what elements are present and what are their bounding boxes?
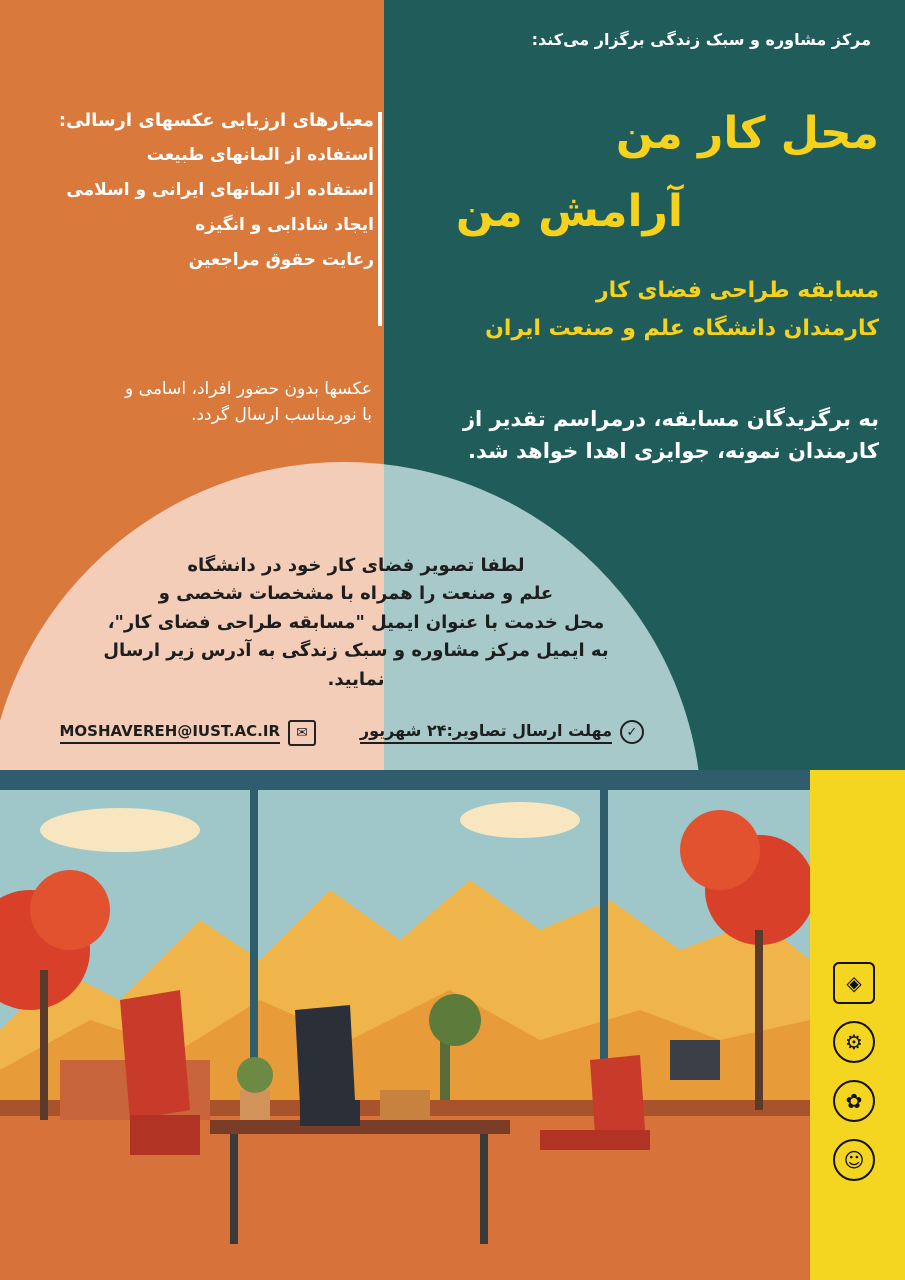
instructions-line: محل خدمت با عنوان ایمیل "مسابقه طراحی فضای کار"، xyxy=(107,611,605,633)
criteria-title: معیارهای ارزیابی عکسهای ارسالی: xyxy=(58,110,374,131)
award-text xyxy=(399,404,879,467)
email-block[interactable] xyxy=(54,720,316,746)
instructions-line: لطفا تصویر فضای کار خود در دانشگاه xyxy=(187,555,525,576)
subtitle-line-2: کارمندان دانشگاه علم و صنعت ایران xyxy=(485,316,879,341)
criteria-divider xyxy=(378,112,382,326)
clock-check-icon: ✓ xyxy=(620,720,644,744)
award-line-2: کارمندان نمونه، جوایزی اهدا خواهد شد. xyxy=(467,438,879,463)
subtitle-line-1: مسابقه طراحی فضای کار xyxy=(596,278,879,303)
criteria-item: استفاده از المانهای طبیعت xyxy=(146,145,374,165)
envelope-icon: ✉ xyxy=(288,720,316,746)
office-illustration xyxy=(0,770,810,1280)
instructions xyxy=(64,552,648,694)
hand-head-icon: ☺ xyxy=(833,1139,875,1181)
instructions-line: به ایمیل مرکز مشاوره و سبک زندگی به آدرس زیر ارسال xyxy=(103,640,609,662)
ministry-emblem-icon: ◈ xyxy=(833,962,875,1004)
criteria-list xyxy=(14,110,374,285)
title-line-1: محل کار من xyxy=(615,108,879,159)
deadline-text: مهلت ارسال تصاویر:۲۴ شهریور xyxy=(360,721,612,744)
email-address[interactable]: MOSHAVEREH@IUST.AC.IR xyxy=(60,722,281,744)
note-line-1: عکسها بدون حضور افراد، اسامی و xyxy=(125,379,372,399)
deadline xyxy=(340,720,644,744)
note-line-2: با نورمناسب ارسال گردد. xyxy=(191,405,372,426)
criteria-item: رعایت حقوق مراجعین xyxy=(188,250,374,270)
photo-note xyxy=(36,376,372,429)
counseling-center-logo xyxy=(821,1080,887,1125)
organizer-line: مرکز مشاوره و سبک زندگی برگزار می‌کند: xyxy=(531,30,871,49)
university-logo xyxy=(821,1021,887,1066)
head-gear-icon: ✿ xyxy=(833,1080,875,1122)
award-line-1: به برگزیدگان مسابقه، درمراسم تقدیر از xyxy=(462,407,879,431)
health-logo xyxy=(821,1139,887,1184)
title-line-2: آرامش من xyxy=(455,186,683,237)
gear-emblem-icon: ⚙ xyxy=(833,1021,875,1063)
criteria-item: استفاده از المانهای ایرانی و اسلامی xyxy=(66,180,374,200)
ministry-logo xyxy=(821,962,887,1007)
instructions-line: نمایید. xyxy=(327,668,385,690)
instructions-line: علم و صنعت را همراه با مشخصات شخصی و xyxy=(158,583,554,605)
criteria-item: ایجاد شادابی و انگیزه xyxy=(195,215,374,235)
sponsor-logos xyxy=(812,962,896,1184)
